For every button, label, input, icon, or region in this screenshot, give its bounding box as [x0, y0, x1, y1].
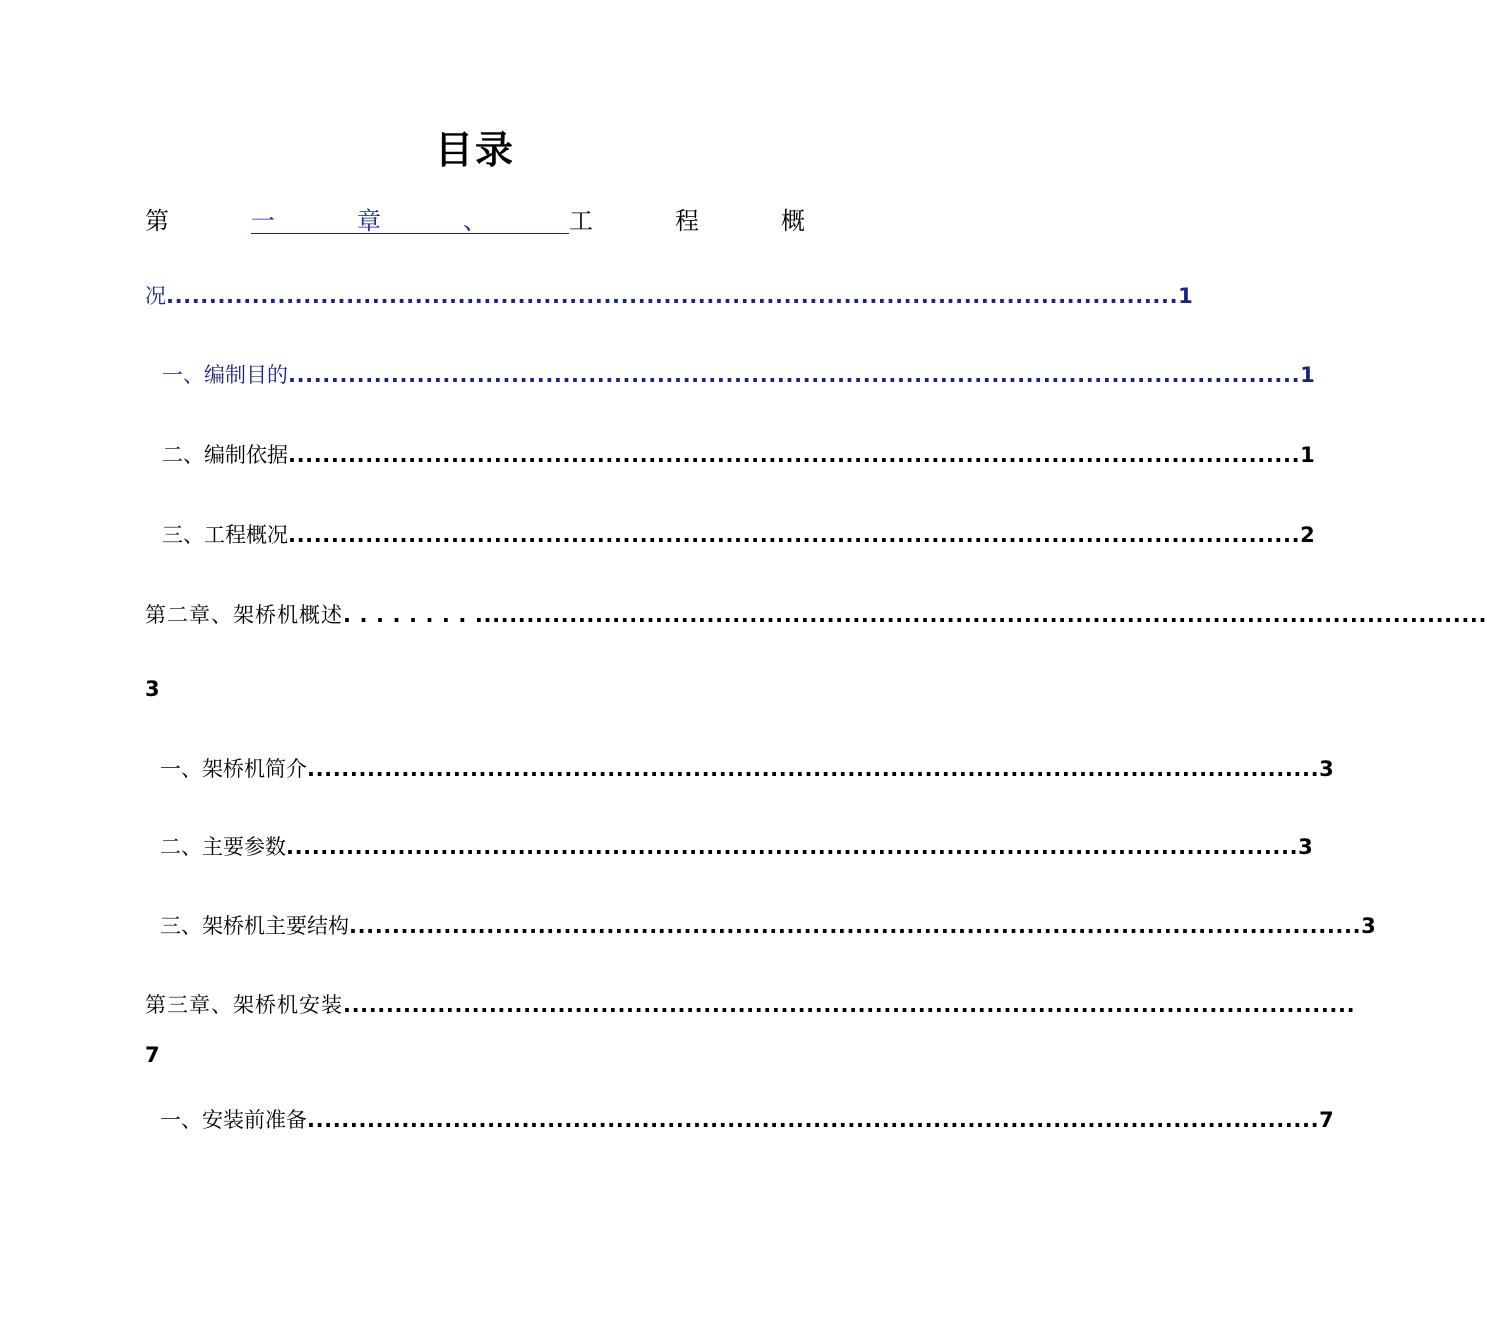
- toc-item[interactable]: [162, 520, 1315, 550]
- toc-chapter-1-char: 第: [145, 207, 169, 235]
- toc-item-label: 一、编制目的: [162, 363, 288, 387]
- toc-item[interactable]: [160, 1105, 1334, 1135]
- toc-item[interactable]: [160, 911, 1376, 941]
- toc-chapter-1-char: 概: [781, 207, 805, 235]
- toc-chapter-3-page: 7: [145, 1043, 160, 1067]
- dot-leader: ......................................................................................................................: [343, 993, 1356, 1017]
- dot-leader: ......................................................................................................................: [166, 284, 1179, 308]
- toc-item-label: 三、架桥机主要结构: [160, 914, 349, 938]
- dot-leader: ......................................................................................................................: [349, 914, 1362, 938]
- toc-chapter-1-char[interactable]: 一: [251, 207, 275, 235]
- toc-page-number: 3: [1319, 757, 1334, 781]
- toc-item-label: 一、安装前准备: [160, 1108, 307, 1132]
- toc-chapter-2-label: 第二章、架桥机概述: [145, 603, 343, 627]
- toc-item[interactable]: [160, 754, 1334, 784]
- toc-page-number: 1: [1178, 284, 1193, 308]
- toc-item[interactable]: [162, 440, 1315, 470]
- toc-chapter-1-link[interactable]: [145, 281, 1193, 311]
- toc-page-number: 1: [1300, 443, 1315, 467]
- toc-page-number: 3: [1361, 914, 1376, 938]
- toc-page-number: 3: [1298, 835, 1313, 859]
- toc-item-label: 二、编制依据: [162, 443, 288, 467]
- dot-leader: ......................................................................................................................: [286, 835, 1299, 859]
- toc-chapter-1-label: 况: [145, 284, 166, 308]
- toc-chapter-1-char[interactable]: 章: [357, 207, 381, 235]
- toc-item-label: 二、主要参数: [160, 835, 286, 859]
- dot-leader: ......................................................................................................................: [288, 363, 1301, 387]
- toc-page-number: 1: [1300, 363, 1315, 387]
- toc-page-number: 7: [1319, 1108, 1334, 1132]
- toc-item-label: 三、工程概况: [162, 523, 288, 547]
- toc-chapter-2[interactable]: [145, 600, 1487, 630]
- toc-item-link[interactable]: [162, 360, 1315, 390]
- toc-page-number: 2: [1300, 523, 1315, 547]
- toc-item[interactable]: [160, 832, 1313, 862]
- toc-chapter-2-page: 3: [145, 677, 160, 701]
- hyperlink-underline: [251, 233, 569, 234]
- dot-leader: ......................................................................................................................: [288, 523, 1301, 547]
- toc-chapter-1-char: 程: [675, 207, 699, 235]
- dot-leader: ......................................................................................................................: [288, 443, 1301, 467]
- toc-chapter-1-heading[interactable]: [145, 206, 809, 238]
- page-title: 目录: [434, 127, 515, 172]
- dot-leader: ......................................................................................................................: [307, 757, 1320, 781]
- toc-chapter-1-char: 工: [569, 207, 593, 235]
- dot-leader: . . . . . . . . ......................................................................................................................: [343, 603, 1487, 627]
- toc-chapter-1-char[interactable]: 、: [463, 207, 487, 235]
- dot-leader: ......................................................................................................................: [307, 1108, 1320, 1132]
- toc-chapter-3-label: 第三章、架桥机安装: [145, 993, 343, 1017]
- toc-item-label: 一、架桥机简介: [160, 757, 307, 781]
- toc-chapter-3[interactable]: [145, 990, 1356, 1020]
